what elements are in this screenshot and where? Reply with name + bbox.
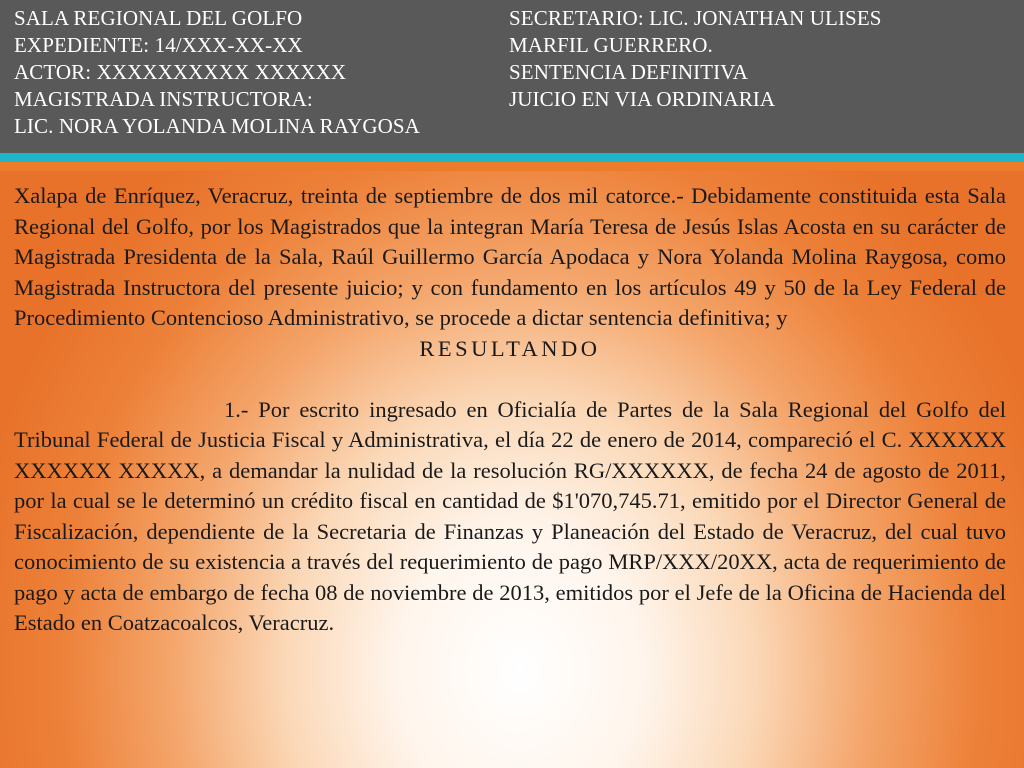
header-court: SALA REGIONAL DEL GOLFO	[14, 6, 303, 30]
blank-line	[14, 364, 1006, 395]
header-panel	[0, 0, 1024, 153]
section-heading: RESULTANDO	[419, 335, 601, 361]
orange-divider	[0, 162, 1024, 171]
document-body	[0, 171, 1024, 768]
document-text	[14, 181, 1006, 639]
header-secretary-surname: MARFIL GUERRERO.	[509, 33, 713, 57]
header-plaintiff: ACTOR: XXXXXXXXXX XXXXXX	[14, 60, 347, 84]
header-magistrate-label: MAGISTRADA INSTRUCTORA:	[14, 87, 313, 111]
paragraph-1: 1.- Por escrito ingresado en Oficialía de Partes de la Sala Regional del Golfo del Tribunal Federal de Justicia Fiscal y Administrativa, el día 22 de enero de 2014, compareció el C. XXXXXX XXXXXX XXXXX, a demandar la nulidad de la resolución RG/XXXXXX, de fecha 24 de agosto de 2011, por la cual se le determinó un crédito fiscal en cantidad de $1'070,745.71, emitido por el Director General de Fiscalización, dependiente de la Secretaria de Finanzas y Planeación del Estado de Veracruz, del cual tuvo conocimiento de su existencia a través del requerimiento de pago MRP/XXX/20XX, acta de requerimiento de pago y acta de embargo de fecha 08 de noviembre de 2013, emitidos por el Jefe de la Oficina de Hacienda del Estado en Coatzacoalcos, Veracruz.	[14, 396, 1006, 635]
intro-paragraph: Xalapa de Enríquez, Veracruz, treinta de septiembre de dos mil catorce.- Debidamente constituida esta Sala Regional del Golfo, por los Magistrados que la integran María Teresa de Jesús Islas Acosta en su carácter de Magistrada Presidenta de la Sala, Raúl Guillermo García Apodaca y Nora Yolanda Molina Raygosa, como Magistrada Instructora del presente juicio; y con fundamento en los artículos 49 y 50 de la Ley Federal de Procedimiento Contencioso Administrativo, se procede a dictar sentencia definitiva; y	[14, 183, 1006, 330]
header-magistrate-name: LIC. NORA YOLANDA MOLINA RAYGOSA	[14, 114, 420, 138]
header-secretary-info	[509, 5, 1009, 113]
teal-divider	[0, 153, 1024, 162]
header-secretary: SECRETARIO: LIC. JONATHAN ULISES	[509, 6, 882, 30]
header-file-number: EXPEDIENTE: 14/XXX-XX-XX	[14, 33, 303, 57]
header-case-info	[14, 5, 494, 140]
header-judgment-type: SENTENCIA DEFINITIVA	[509, 60, 749, 84]
header-procedure-type: JUICIO EN VIA ORDINARIA	[509, 87, 776, 111]
